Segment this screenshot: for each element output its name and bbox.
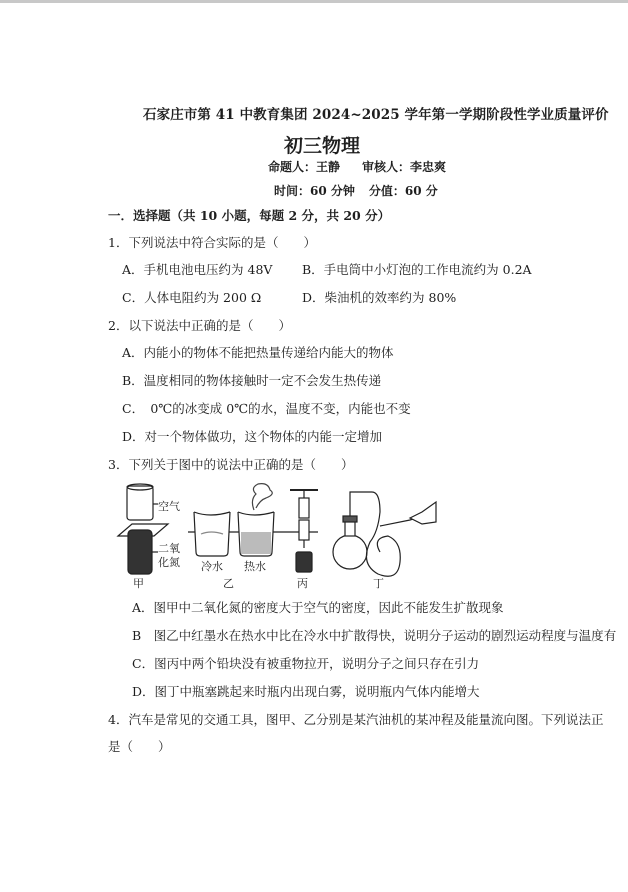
question-4-stem-line1: 4．汽车是常见的交通工具，图甲、乙分别是某汽油机的某冲程及能量流向图。下列说法正 [108, 712, 604, 727]
question-2-stem: 2．以下说法中正确的是（ ） [108, 318, 291, 333]
label-jia: 甲 [133, 577, 144, 590]
question-1-stem: 1．下列说法中符合实际的是（ ） [108, 235, 316, 250]
exam-subject-title: 初三物理 [283, 135, 360, 157]
label-no2-line1: 二氧 [158, 542, 180, 555]
question-1-option-c: C．人体电阻约为 200 Ω [122, 290, 262, 305]
exam-timing [274, 182, 438, 199]
question-1-option-a: A．手机电池电压约为 48V [122, 262, 273, 277]
label-cold-water: 冷水 [201, 560, 223, 573]
label-air: 空气 [158, 500, 180, 513]
question-1-option-b: B．手电筒中小灯泡的工作电流约为 0.2A [302, 262, 532, 277]
label-bing: 丙 [297, 577, 308, 590]
question-3-figure [110, 482, 440, 590]
label-no2-line2: 化氮 [158, 556, 180, 569]
question-2-option-d: D．对一个物体做功，这个物体的内能一定增加 [122, 429, 383, 444]
time-label: 时间：60 分钟 [274, 184, 355, 198]
question-3-stem: 3．下列关于图中的说法中正确的是（ ） [108, 457, 354, 472]
question-3-option-d: D．图丁中瓶塞跳起来时瓶内出现白雾，说明瓶内气体内能增大 [132, 684, 480, 699]
label-yi: 乙 [223, 577, 234, 590]
label-ding: 丁 [373, 577, 384, 590]
question-2-option-b: B．温度相同的物体接触时一定不会发生热传递 [122, 373, 382, 388]
label-hot-water: 热水 [244, 560, 266, 573]
reviewer-label: 审核人：李忠爽 [362, 160, 447, 174]
setter-label: 命题人：王静 [268, 160, 341, 174]
question-4-stem-line2: 是（ ） [108, 739, 171, 754]
question-1-option-d: D．柴油机的效率约为 80% [302, 290, 457, 305]
section-title: 一．选择题（共 10 小题，每题 2 分，共 20 分） [108, 208, 391, 223]
question-3-option-b: B 图乙中红墨水在热水中比在冷水中扩散得快，说明分子运动的剧烈运动程度与温度有 [132, 628, 617, 643]
question-3-option-c: C．图丙中两个铅块没有被重物拉开，说明分子之间只存在引力 [132, 656, 480, 671]
score-label: 分值：60 分 [368, 184, 438, 198]
exam-authors [268, 158, 446, 175]
exam-school-title: 石家庄市第 41 中教育集团 2024~2025 学年第一学期阶段性学业质量评价 [143, 107, 609, 123]
question-3-option-a: A．图甲中二氧化氮的密度大于空气的密度，因此不能发生扩散现象 [132, 600, 504, 615]
page-top-border [0, 0, 628, 3]
question-2-option-c: C． 0℃的冰变成 0℃的水，温度不变，内能也不变 [122, 401, 411, 416]
question-2-option-a: A．内能小的物体不能把热量传递给内能大的物体 [122, 345, 394, 360]
